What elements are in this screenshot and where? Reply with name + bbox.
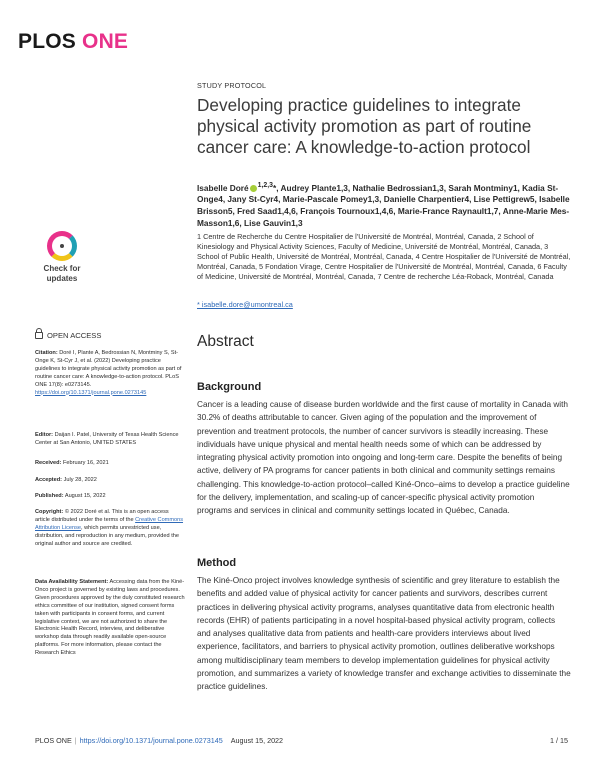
page-number: 1 / 15 — [550, 736, 568, 745]
published-date: August 15, 2022 — [64, 493, 106, 499]
article-type: STUDY PROTOCOL — [197, 81, 267, 90]
received-label: Received: — [35, 460, 62, 466]
abstract-heading: Abstract — [197, 333, 254, 350]
citation-label: Citation: — [35, 350, 58, 356]
data-availability-block — [35, 579, 185, 658]
page-footer: PLOS ONE | https://doi.org/10.1371/journal.pone.0273145 August 15, 2022 — [35, 736, 284, 745]
editor-text: Daijan I. Patel, University of Texas Health Science Center at San Antonio, UNITED STATES — [35, 432, 179, 446]
accepted-block — [35, 477, 185, 485]
data-availability-label: Data Availability Statement: — [35, 579, 109, 585]
first-author-affil: 1,2,3 — [257, 182, 274, 189]
data-availability-text: Accessing data from the Kiné-Onco project is governed by existing laws and procedures. Given procedures approved by the duly constituted research ethics committee of our institution, signed consent forms taken with participants in consent forms, and current legislative context, we are not authorized to share the Electronic Health Record, interview, and deliberative workshop data through readily available open-source platforms. For more information, please contact the Research Ethics — [35, 579, 185, 657]
method-heading: Method — [197, 557, 237, 569]
citation-text: Doré I, Plante A, Bedrossian N, Montminy S, St-Onge K, St-Cyr J, et al. (2022) Developing practice guidelines to integrate physical activity promotion as part of routine cancer care: A knowledge-to-action protocol. PLoS ONE 17(8): e0273145. — [35, 350, 182, 388]
footer-journal: PLOS ONE — [35, 736, 72, 745]
article-title: Developing practice guidelines to integrate physical activity promotion as part of routine cancer care: A knowledge-to-action protocol — [197, 95, 532, 157]
editor-label: Editor: — [35, 432, 54, 438]
footer-date: August 15, 2022 — [230, 736, 284, 745]
copyright-label: Copyright: — [35, 509, 64, 515]
editor-block — [35, 432, 185, 448]
copyright-text: © 2022 Doré et al. This is an open access article distributed under the terms of the — [35, 509, 169, 523]
received-date: February 16, 2021 — [63, 460, 109, 466]
author-list — [197, 180, 571, 229]
copyright-text-end: , which permits unrestricted use, distribution, and reproduction in any medium, provided the original author and source are credited. — [35, 524, 179, 547]
open-lock-icon — [35, 332, 43, 339]
published-label: Published: — [35, 493, 64, 499]
footer-doi-link[interactable]: https://doi.org/10.1371/journal.pone.0273145 — [79, 736, 223, 745]
accepted-label: Accepted: — [35, 477, 63, 483]
published-block — [35, 493, 185, 501]
accepted-date: July 28, 2022 — [63, 477, 97, 483]
background-heading: Background — [197, 381, 262, 393]
journal-logo — [18, 30, 128, 54]
other-authors: *, Audrey Plante1,3, Nathalie Bedrossian1,3, Sarah Montminy1, Kadia St-Onge4, Jany St-Cyr4, Marie-Pascale Pomey1,3, Danielle Charpentier4, Lise Pettigrew5, Isabelle Brisson5, Fred Saad1,4,6, François Tournoux1,4,6, Marie-France Raynault1,7, Anne-Marie Mes-Masson1,6, Lise Gauvin1,3 — [197, 182, 570, 228]
background-text: Cancer is a leading cause of disease burden worldwide and the first cause of mortality in Canada with 30.2% of deaths attributable to cancer. Given aging of the population and the improvement of prevention and treatment protocols, the number of cancer survivors is steadily increasing. These individuals have unique physical and mental health needs some of which can be addressed by integrating physical activity promotion into ongoing and long-term care. Despite the benefits of being active, delivery of PA programs for cancer patients in both clinical and community settings remains challenging. This knowledge-to-action protocol–called Kiné-Onco–aims to develop a practice guideline for the delivery, implementation, and scaling-up of cancer-specific physical activity promotion programs and services in clinical and community settings located in Québec, Canada. — [197, 400, 570, 516]
orcid-icon[interactable] — [250, 185, 257, 192]
method-text: The Kiné-Onco project involves knowledge synthesis of scientific and grey literature to establish the benefits and added value of physical activity for cancer patients and survivors, describes current practices in delivering physical activity programs, analyses quantitative data from electronic health records (EHR) of patients participating in a novel hospital-based physical activity program, collects and analyses qualitative data from patients and health-care providers interviews about lived experience, facilitators, and barriers to physical activity promotion, outlines deliberative workshops among multidisciplinary team members to develop implementation guidelines for physical activity promotion, and summarizes a variety of knowledge transfer and exchange activities to disseminate the practice guidelines. — [197, 576, 571, 692]
license-link[interactable]: Creative Commons Attribution License — [35, 516, 184, 531]
logo-one: ONE — [82, 30, 129, 53]
citation-doi-link[interactable]: https://doi.org/10.1371/journal.pone.0273145 — [35, 389, 147, 396]
check-for-updates-badge[interactable] — [37, 231, 87, 297]
copyright-block — [35, 509, 185, 549]
check-updates-line2: updates — [46, 273, 78, 283]
open-access-label: OPEN ACCESS — [35, 332, 185, 340]
affiliations: 1 Centre de Recherche du Centre Hospitalier de l'Université de Montréal, Montréal, Canada, 2 School of Kinesiology and Physical Activity Sciences, Faculty of Medicine, Université de Montréal, Montréal, Canada, 3 School of Public Health, Université de Montréal, Montréal, Canada, 4 Centre Hospitalier de l'Université de Montréal, Montréal, Canada, 5 Fondation Virage, Centre Hospitalier de l'Université de Montréal, Montréal, Canada, 6 Faculty of Medicine, Université de Montréal, Montréal, Canada, 7 Centre de recherche Léa-Roback, Montréal, Canada — [197, 232, 571, 281]
received-block — [35, 460, 185, 468]
logo-plos: PLOS — [18, 30, 76, 53]
corresponding-email[interactable]: * isabelle.dore@umontreal.ca — [197, 300, 293, 309]
first-author: Isabelle Doré — [197, 182, 249, 193]
citation-block — [35, 350, 185, 397]
check-updates-line1: Check for — [43, 264, 81, 273]
check-updates-icon — [47, 231, 77, 261]
